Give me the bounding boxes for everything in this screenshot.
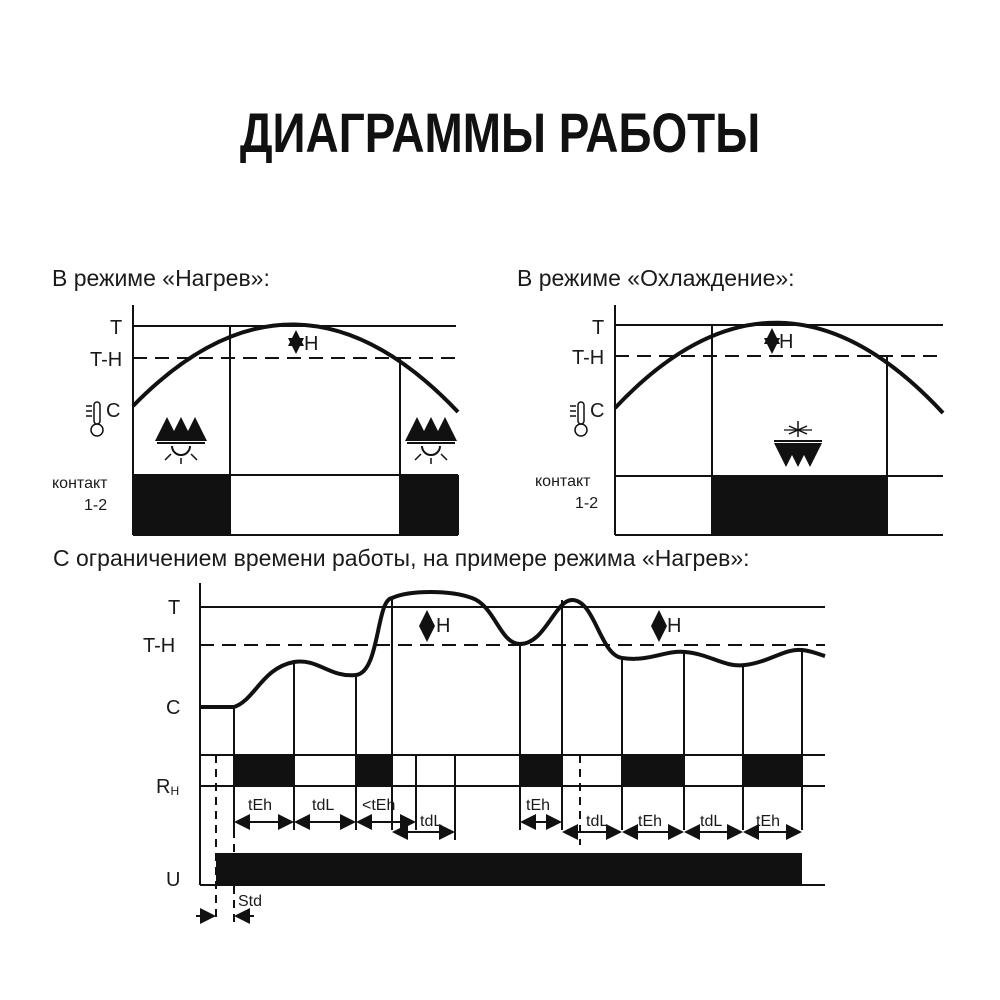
page-title: ДИАГРАММЫ РАБОТЫ [239, 101, 761, 164]
heating-label-h: H [304, 333, 319, 355]
heating-label-c: C [106, 400, 121, 422]
limited-label-h: H [436, 615, 451, 637]
interval-label: tdL [312, 797, 335, 814]
heating-label-t: T [110, 317, 123, 339]
cooling-contact-line1: контакт [535, 473, 591, 490]
std-label: Std [238, 893, 263, 910]
cooling-contact-on-block [712, 476, 887, 535]
relay-on-block [356, 755, 392, 786]
relay-on-block [520, 755, 562, 786]
cooling-diagram [517, 265, 943, 535]
interval-label: <tEh [362, 797, 396, 814]
heater-icon [407, 420, 455, 464]
limited-label-r: RH [156, 776, 180, 798]
heater-icon [157, 420, 205, 464]
relay-on-block [622, 755, 684, 786]
limited-label-th: T-H [143, 635, 176, 657]
limited-label-c: C [166, 697, 181, 719]
interval-label: tEh [756, 813, 781, 830]
limited-label-u: U [166, 869, 181, 891]
interval-label: tdL [420, 813, 443, 830]
limited-label-t: T [168, 597, 181, 619]
heating-caption: В режиме «Нагрев»: [52, 265, 270, 291]
heating-contact-line2: 1-2 [84, 497, 108, 514]
cooling-label-t: T [592, 317, 605, 339]
limited-caption: С ограничением времени работы, на примере режима «Нагрев»: [53, 545, 750, 571]
interval-label: tEh [638, 813, 663, 830]
supply-on-bar [216, 853, 802, 884]
thermometer-icon [86, 402, 103, 436]
cooling-label-th: T-H [572, 347, 605, 369]
interval-label: tEh [526, 797, 551, 814]
cooling-label-c: C [590, 400, 605, 422]
relay-on-block [743, 755, 802, 786]
interval-label: tdL [586, 813, 609, 830]
interval-label: tEh [248, 797, 273, 814]
heating-contact-on-block [400, 475, 458, 535]
limited-diagram [53, 545, 825, 922]
heating-contact-line1: контакт [52, 475, 108, 492]
snowflake-icon [774, 421, 822, 464]
cooling-caption: В режиме «Охлаждение»: [517, 265, 795, 291]
heating-diagram [52, 265, 458, 535]
heating-label-th: T-H [90, 349, 123, 371]
interval-label: tdL [700, 813, 723, 830]
relay-on-block [234, 755, 294, 786]
cooling-label-h: H [779, 331, 794, 353]
cooling-contact-line2: 1-2 [575, 495, 599, 512]
heating-contact-on-block [133, 475, 230, 535]
thermometer-icon [570, 402, 587, 436]
limited-label-h: H [667, 615, 682, 637]
